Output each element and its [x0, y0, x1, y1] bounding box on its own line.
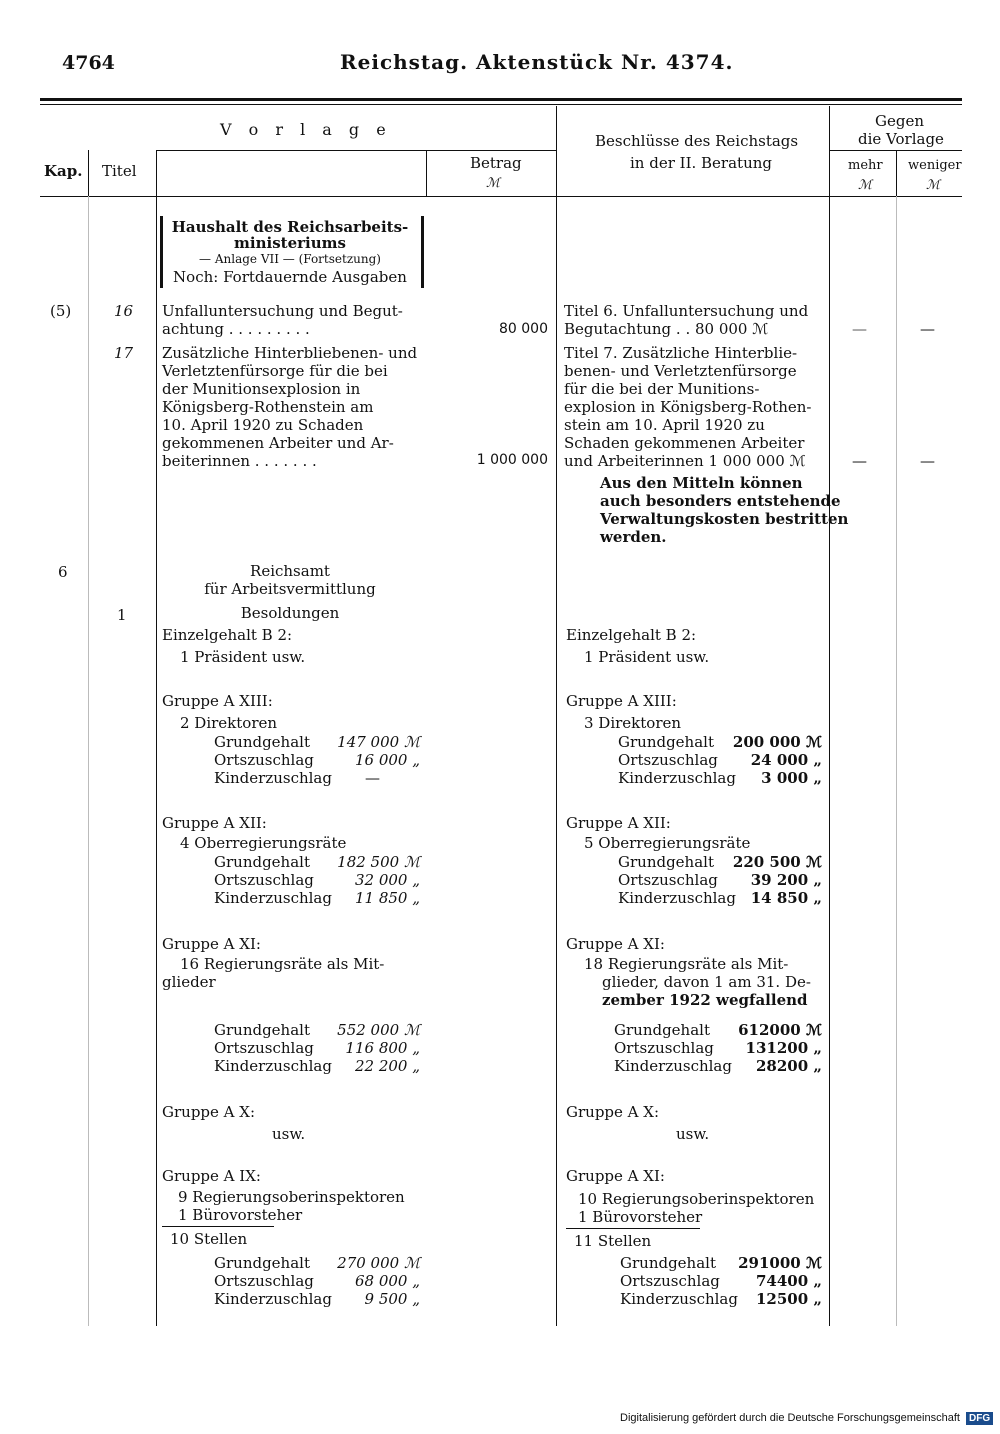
- footer-credit: [620, 1412, 993, 1425]
- label-ortszuschlag: Ortszuschlag: [618, 751, 718, 769]
- besoldungen: Besoldungen: [240, 604, 340, 622]
- label-kinderzuschlag: Kinderzuschlag: [618, 769, 736, 787]
- top-rule-thin: [40, 104, 962, 105]
- head-rule-vorlage: [156, 150, 556, 151]
- t17-line: der Munitionsexplosion in: [162, 380, 361, 398]
- praesident-right: 1 Präsident usw.: [584, 648, 710, 666]
- label-ortszuschlag: Ortszuschlag: [214, 1039, 314, 1057]
- a12-r-amount: 220 500 ℳ: [732, 853, 822, 871]
- t16-betrag: 80 000: [499, 321, 548, 337]
- einzelgehalt-right: Einzelgehalt B 2:: [566, 626, 697, 644]
- t17-beschluss-line: stein am 10. April 1920 zu: [564, 416, 765, 434]
- a10-usw-left: usw.: [272, 1125, 306, 1143]
- label-grundgehalt: Grundgehalt: [618, 733, 714, 751]
- t17-bold-note: auch besonders entstehende: [600, 492, 841, 510]
- t16-line-2: achtung . . . . . . . . .: [162, 320, 310, 338]
- a11-staff-left-1: 16 Regierungsräte als Mit-: [180, 955, 385, 973]
- t17-beschluss-line: für die bei der Munitions-: [564, 380, 760, 398]
- gruppe-a13-left: Gruppe A XIII:: [162, 692, 273, 710]
- a12-r-amount: 14 850 „: [750, 889, 822, 907]
- label-kinderzuschlag: Kinderzuschlag: [214, 889, 332, 907]
- t17-betrag: 1 000 000: [476, 452, 548, 468]
- label-grundgehalt: Grundgehalt: [614, 1021, 710, 1039]
- page-number: 4764: [62, 52, 115, 74]
- t17-line: Königsberg-Rothenstein am: [162, 398, 374, 416]
- a13-l-amount: 16 000 „: [354, 751, 420, 769]
- head-vorlage: V o r l a g e: [220, 120, 392, 139]
- t17-line: 10. April 1920 zu Schaden: [162, 416, 364, 434]
- t17-bold-note: Aus den Mitteln können: [600, 474, 803, 492]
- a11-staff-right-3: zember 1922 wegfallend: [602, 991, 808, 1009]
- gruppe-a13-right: Gruppe A XIII:: [566, 692, 677, 710]
- boxed-line-2: ministeriums: [234, 234, 346, 252]
- head-betrag: Betrag: [470, 154, 522, 172]
- a10-usw-right: usw.: [676, 1125, 710, 1143]
- head-bottom-rule: [40, 196, 962, 197]
- a12-l-amount: 182 500 ℳ: [337, 853, 420, 871]
- head-beschluesse-1: Beschlüsse des Reichstags: [595, 132, 799, 150]
- t17-beschluss-line: Titel 7. Zusätzliche Hinterblie-: [564, 344, 798, 362]
- label-kinderzuschlag: Kinderzuschlag: [620, 1290, 738, 1308]
- a9-staff-left-1: 9 Regierungsoberinspektoren: [178, 1188, 405, 1206]
- titel-17: 17: [114, 344, 134, 362]
- a9-staff-right-1: 10 Regierungsoberinspektoren: [578, 1190, 815, 1208]
- head-weniger: weniger: [908, 158, 962, 173]
- reichsamt-line-2: für Arbeitsvermittlung: [204, 580, 376, 598]
- t16-mehr-dash: —: [852, 320, 867, 338]
- a11-r-amount: 612000 ℳ: [738, 1021, 822, 1039]
- a13-r-amount: 200 000 ℳ: [732, 733, 822, 751]
- dfg-logo-icon: DFG: [966, 1412, 993, 1425]
- a9-staff-right-3: 11 Stellen: [574, 1232, 652, 1250]
- einzelgehalt-left: Einzelgehalt B 2:: [162, 626, 293, 644]
- label-kinderzuschlag: Kinderzuschlag: [214, 1290, 332, 1308]
- top-rule-thick: [40, 98, 962, 101]
- gruppe-a12-left: Gruppe A XII:: [162, 814, 267, 832]
- a11-staff-right-2: glieder, davon 1 am 31. De-: [602, 973, 811, 991]
- head-mehr-currency: ℳ: [858, 178, 872, 193]
- gruppe-a12-right: Gruppe A XII:: [566, 814, 671, 832]
- t17-beschluss-line: explosion in Königsberg-Rothen-: [564, 398, 812, 416]
- t16-weniger-dash: —: [920, 320, 935, 338]
- head-titel: Titel: [102, 162, 137, 180]
- a9-l-amount: 9 500 „: [364, 1290, 420, 1308]
- a13-l-amount: —: [365, 769, 380, 787]
- a13-r-amount: 3 000 „: [761, 769, 822, 787]
- t16-beschluss-1: Titel 6. Unfalluntersuchung und: [564, 302, 809, 320]
- a11-l-amount: 22 200 „: [354, 1057, 420, 1075]
- a9-sum-rule-left: [162, 1226, 274, 1227]
- boxed-line-3: — Anlage VII — (Fortsetzung): [199, 252, 381, 266]
- head-beschluesse-2: in der II. Beratung: [630, 154, 772, 172]
- t17-beschluss-line: Schaden gekommenen Arbeiter: [564, 434, 805, 452]
- col-line-betrag: [556, 106, 557, 1326]
- t17-line: Verletztenfürsorge für die bei: [162, 362, 388, 380]
- head-gegen-1: Gegen: [875, 112, 924, 130]
- label-kinderzuschlag: Kinderzuschlag: [214, 1057, 332, 1075]
- a9-staff-left-2: 1 Bürovorsteher: [178, 1206, 303, 1224]
- t17-weniger-dash: —: [920, 452, 935, 470]
- a9-r-amount: 74400 „: [755, 1272, 822, 1290]
- label-grundgehalt: Grundgehalt: [618, 853, 714, 871]
- t16-beschluss-2: Begutachtung . . 80 000 ℳ: [564, 320, 769, 338]
- kap-5: (5): [50, 302, 72, 320]
- boxed-line-4: Noch: Fortdauernde Ausgaben: [173, 268, 407, 286]
- titel-16: 16: [114, 302, 134, 320]
- gruppe-a10-right: Gruppe A X:: [566, 1103, 659, 1121]
- a11-l-amount: 116 800 „: [345, 1039, 420, 1057]
- label-ortszuschlag: Ortszuschlag: [214, 751, 314, 769]
- t17-beschluss-line: benen- und Verletztenfürsorge: [564, 362, 797, 380]
- label-ortszuschlag: Ortszuschlag: [620, 1272, 720, 1290]
- titel-1: 1: [117, 606, 127, 624]
- gruppe-a11-left: Gruppe A XI:: [162, 935, 261, 953]
- label-grundgehalt: Grundgehalt: [214, 853, 310, 871]
- gruppe-a9-right: Gruppe A XI:: [566, 1167, 665, 1185]
- t16-line-1: Unfalluntersuchung und Begut-: [162, 302, 403, 320]
- label-grundgehalt: Grundgehalt: [620, 1254, 716, 1272]
- label-ortszuschlag: Ortszuschlag: [214, 1272, 314, 1290]
- a12-staff-right: 5 Oberregierungsräte: [584, 834, 751, 852]
- label-kinderzuschlag: Kinderzuschlag: [614, 1057, 732, 1075]
- t17-line: beiterinnen . . . . . . .: [162, 452, 317, 470]
- label-kinderzuschlag: Kinderzuschlag: [214, 769, 332, 787]
- col-line-mehr: [896, 196, 897, 1326]
- t17-bold-note: Verwaltungskosten bestritten: [600, 510, 849, 528]
- label-ortszuschlag: Ortszuschlag: [614, 1039, 714, 1057]
- label-kinderzuschlag: Kinderzuschlag: [618, 889, 736, 907]
- gruppe-a10-left: Gruppe A X:: [162, 1103, 255, 1121]
- a11-staff-right-1: 18 Regierungsräte als Mit-: [584, 955, 789, 973]
- reichsamt-line-1: Reichsamt: [250, 562, 330, 580]
- col-line-kap-head: [88, 150, 89, 196]
- gruppe-a11-right: Gruppe A XI:: [566, 935, 665, 953]
- a12-l-amount: 11 850 „: [354, 889, 420, 907]
- a13-staff-right: 3 Direktoren: [584, 714, 682, 732]
- label-grundgehalt: Grundgehalt: [214, 1021, 310, 1039]
- a13-staff-left: 2 Direktoren: [180, 714, 278, 732]
- footer-text: Digitalisierung gefördert durch die Deutsche Forschungsgemeinschaft: [620, 1412, 960, 1424]
- a13-r-amount: 24 000 „: [750, 751, 822, 769]
- a11-l-amount: 552 000 ℳ: [337, 1021, 420, 1039]
- head-betrag-currency: ℳ: [486, 176, 500, 191]
- col-line-kap: [88, 196, 89, 1326]
- a9-r-amount: 12500 „: [755, 1290, 822, 1308]
- a9-r-amount: 291000 ℳ: [738, 1254, 822, 1272]
- label-grundgehalt: Grundgehalt: [214, 733, 310, 751]
- t17-mehr-dash: —: [852, 452, 867, 470]
- col-line-titel: [156, 150, 157, 1326]
- running-title: Reichstag. Aktenstück Nr. 4374.: [340, 50, 734, 74]
- a9-staff-left-3: 10 Stellen: [170, 1230, 248, 1248]
- t17-line: gekommenen Arbeiter und Ar-: [162, 434, 394, 452]
- a9-l-amount: 270 000 ℳ: [337, 1254, 420, 1272]
- a9-staff-right-2: 1 Bürovorsteher: [578, 1208, 703, 1226]
- a12-staff-left: 4 Oberregierungsräte: [180, 834, 347, 852]
- t17-beschluss-line: und Arbeiterinnen 1 000 000 ℳ: [564, 452, 806, 470]
- label-ortszuschlag: Ortszuschlag: [214, 871, 314, 889]
- t17-line: Zusätzliche Hinterbliebenen- und: [162, 344, 418, 362]
- head-kap: Kap.: [44, 162, 83, 180]
- label-grundgehalt: Grundgehalt: [214, 1254, 310, 1272]
- col-line-text-head: [426, 150, 427, 196]
- praesident-left: 1 Präsident usw.: [180, 648, 306, 666]
- label-ortszuschlag: Ortszuschlag: [618, 871, 718, 889]
- a9-sum-rule-right: [566, 1228, 700, 1229]
- kap-6: 6: [58, 563, 68, 581]
- col-line-beschl: [829, 106, 830, 1326]
- a11-r-amount: 131200 „: [745, 1039, 822, 1057]
- gruppe-a9-left: Gruppe A IX:: [162, 1167, 261, 1185]
- col-line-mehr-head: [896, 150, 897, 196]
- head-weniger-currency: ℳ: [926, 178, 940, 193]
- a11-staff-left-2: glieder: [162, 973, 216, 991]
- a9-l-amount: 68 000 „: [354, 1272, 420, 1290]
- a12-r-amount: 39 200 „: [750, 871, 822, 889]
- head-gegen-2: die Vorlage: [858, 130, 944, 148]
- a13-l-amount: 147 000 ℳ: [337, 733, 420, 751]
- a11-r-amount: 28200 „: [755, 1057, 822, 1075]
- a12-l-amount: 32 000 „: [354, 871, 420, 889]
- t17-bold-note: werden.: [600, 528, 667, 546]
- head-mehr: mehr: [848, 158, 883, 173]
- boxed-line-1: Haushalt des Reichsarbeits-: [171, 218, 409, 236]
